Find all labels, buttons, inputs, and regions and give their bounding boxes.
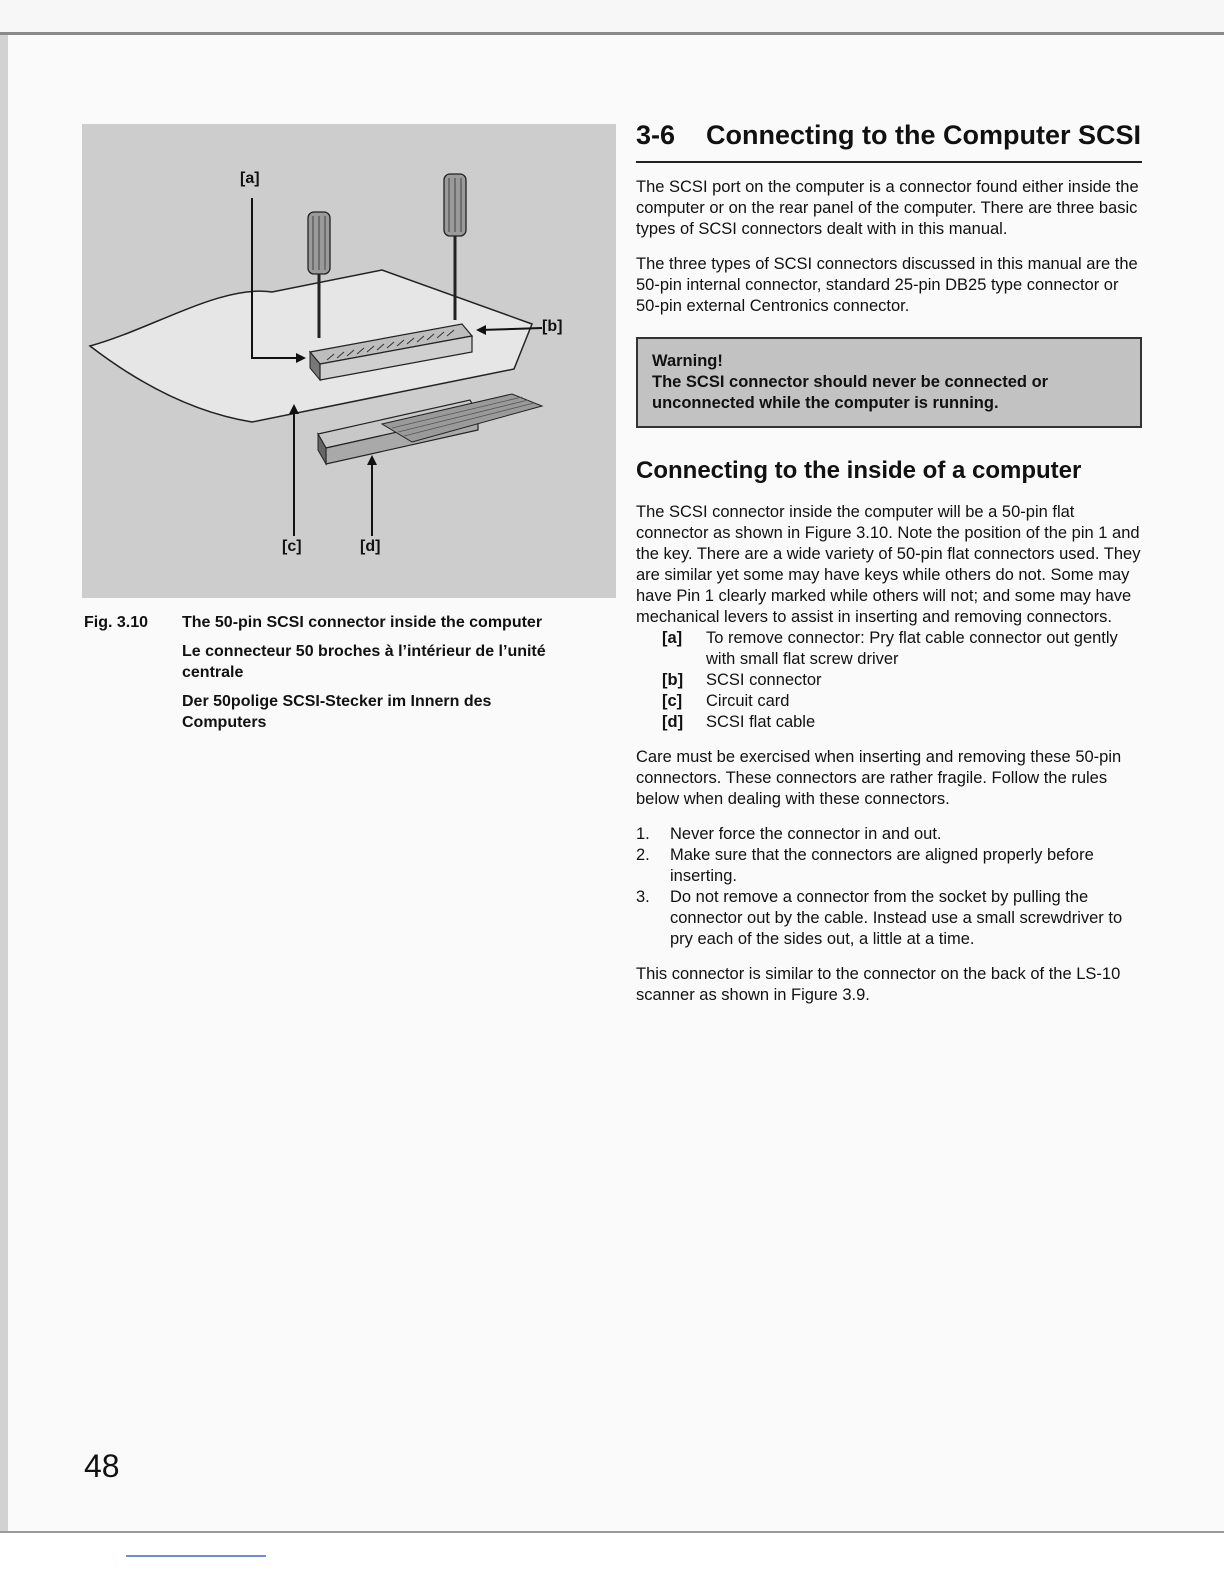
list-item bbox=[636, 712, 1142, 733]
list-item-number: 2. bbox=[636, 846, 650, 864]
list-item bbox=[636, 887, 1142, 950]
list-item-text: Never force the connector in and out. bbox=[670, 825, 942, 843]
list-item-text: Do not remove a connector from the socket by pulling the connector out by the cable. Instead use a small screwdriver to pry each of the sides out, a little at a time. bbox=[670, 888, 1123, 948]
list-item-text: Circuit card bbox=[706, 692, 790, 710]
list-item-key: [c] bbox=[662, 692, 683, 710]
scsi-connector-illustration bbox=[82, 124, 616, 598]
subsection-heading: Connecting to the inside of a computer bbox=[636, 457, 1082, 484]
list-item-number: 1. bbox=[636, 825, 650, 843]
list-item-text: SCSI connector bbox=[706, 671, 822, 689]
list-item bbox=[636, 691, 1142, 712]
callout-d: [d] bbox=[360, 538, 381, 555]
list-item-number: 3. bbox=[636, 888, 650, 906]
blue-rule-mark bbox=[126, 1555, 266, 1557]
list-item bbox=[636, 628, 1142, 670]
figure-scsi-connector bbox=[82, 124, 616, 598]
rules-list bbox=[636, 824, 1142, 950]
list-item-key: [b] bbox=[662, 671, 684, 689]
subsection-paragraph-2: Care must be exercised when inserting and removing these 50-pin connectors. These connectors are rather fragile. Follow the rules below when dealing with these connectors. bbox=[636, 748, 1122, 808]
subsection-paragraph-3: This connector is similar to the connector on the back of the LS-10 scanner as shown in Figure 3.9. bbox=[636, 965, 1121, 1004]
subsection-paragraph-1: The SCSI connector inside the computer will be a 50-pin flat connector as shown in Figure 3.10. Note the position of the pin 1 and the key. There are a wide variety of 50-pin flat connectors used. They are similar yet some may have keys while others do not. Some may have Pin 1 clearly marked while others will not; and some may have mechanical levers to assist in inserting and removing connectors. bbox=[636, 503, 1141, 626]
list-item bbox=[636, 824, 1142, 845]
callout-c: [c] bbox=[282, 538, 302, 555]
list-item-key: [a] bbox=[662, 629, 683, 647]
warning-text: The SCSI connector should never be connected or unconnected while the computer is running. bbox=[652, 373, 1049, 412]
caption-english: The 50-pin SCSI connector inside the computer bbox=[182, 614, 543, 631]
caption-german: Der 50polige SCSI-Stecker im Innern des Computers bbox=[182, 693, 492, 731]
warning-box bbox=[636, 337, 1142, 428]
callout-definition-list bbox=[636, 628, 1142, 733]
section-title: Connecting to the Computer SCSI bbox=[706, 120, 1141, 150]
page-number: 48 bbox=[84, 1448, 120, 1484]
scan-left-edge bbox=[0, 35, 8, 1535]
callout-a: [a] bbox=[240, 170, 260, 187]
main-text-column bbox=[636, 120, 1142, 1020]
list-item-text: Make sure that the connectors are aligned properly before inserting. bbox=[670, 846, 1094, 885]
warning-label: Warning! bbox=[652, 352, 723, 370]
scan-bottom-margin bbox=[0, 1533, 1224, 1584]
list-item-key: [d] bbox=[662, 713, 684, 731]
intro-paragraph-1: The SCSI port on the computer is a connector found either inside the computer or on the rear panel of the computer. There are three basic types of SCSI connectors dealt with in this manual. bbox=[636, 178, 1139, 238]
list-item-text: SCSI flat cable bbox=[706, 713, 816, 731]
caption-french: Le connecteur 50 broches à l’intérieur de l’unité centrale bbox=[182, 643, 546, 681]
section-number: 3-6 bbox=[636, 120, 676, 150]
list-item bbox=[636, 670, 1142, 691]
figure-caption bbox=[84, 612, 564, 741]
section-heading bbox=[636, 120, 1142, 163]
scan-top-margin bbox=[0, 0, 1224, 32]
callout-b: [b] bbox=[542, 318, 563, 335]
list-item bbox=[636, 845, 1142, 887]
figure-number: Fig. 3.10 bbox=[84, 614, 149, 631]
intro-paragraph-2: The three types of SCSI connectors discussed in this manual are the 50-pin internal connector, standard 25-pin DB25 type connector or 50-pin external Centronics connector. bbox=[636, 255, 1138, 315]
list-item-text: To remove connector: Pry flat cable connector out gently with small flat screw driver bbox=[706, 629, 1118, 668]
